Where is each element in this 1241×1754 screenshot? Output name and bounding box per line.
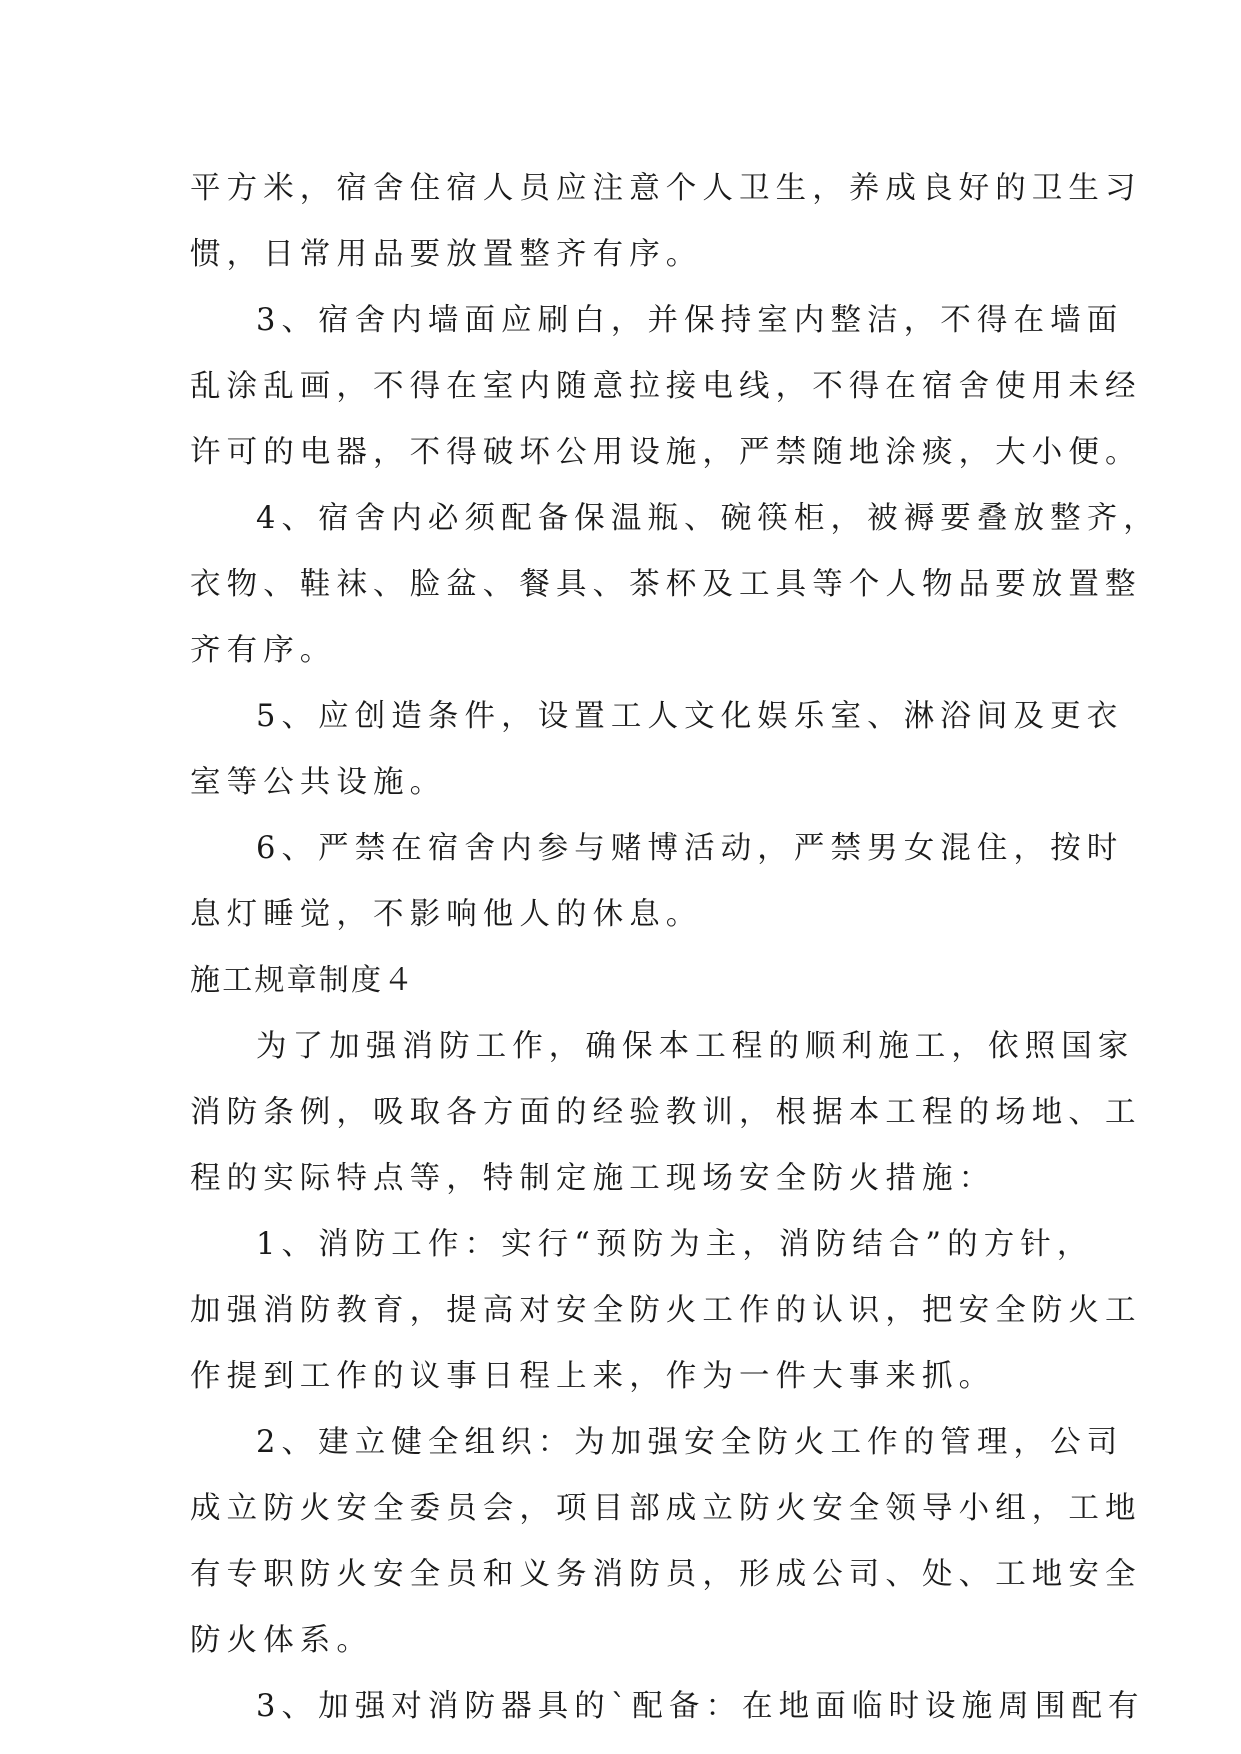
text-line: 消防条例，吸取各方面的经验教训，根据本工程的场地、工 — [190, 1095, 1142, 1130]
paragraph-start: 为了加强消防工作，确保本工程的顺利施工，依照国家 — [256, 1029, 1135, 1064]
paragraph-start: 3、加强对消防器具的`配备：在地面临时设施周围配有 — [256, 1689, 1145, 1724]
text-line: 乱涂乱画，不得在室内随意拉接电线，不得在宿舍使用未经 — [190, 369, 1142, 404]
text-line: 惯，日常用品要放置整齐有序。 — [190, 237, 703, 272]
text-line: 有专职防火安全员和义务消防员，形成公司、处、工地安全 — [190, 1557, 1142, 1592]
text-line: 加强消防教育，提高对安全防火工作的认识，把安全防火工 — [190, 1293, 1142, 1328]
text-line: 室等公共设施。 — [190, 765, 447, 800]
paragraph-start: 4、宿舍内必须配备保温瓶、碗筷柜，被褥要叠放整齐， — [256, 501, 1160, 536]
section-heading: 施工规章制度４ — [190, 963, 416, 998]
text-line: 作提到工作的议事日程上来，作为一件大事来抓。 — [190, 1359, 996, 1394]
text-line: 成立防火安全委员会，项目部成立防火安全领导小组，工地 — [190, 1491, 1142, 1526]
paragraph-start: 2、建立健全组织：为加强安全防火工作的管理，公司 — [256, 1425, 1124, 1460]
document-body — [190, 156, 1160, 1740]
paragraph-start: 5、应创造条件，设置工人文化娱乐室、淋浴间及更衣 — [256, 699, 1124, 734]
paragraph-start: 3、宿舍内墙面应刷白，并保持室内整洁，不得在墙面 — [256, 303, 1124, 338]
paragraph-start: 6、严禁在宿舍内参与赌博活动，严禁男女混住，按时 — [256, 831, 1124, 866]
text-line: 平方米，宿舍住宿人员应注意个人卫生，养成良好的卫生习 — [190, 171, 1142, 206]
text-line: 防火体系。 — [190, 1623, 373, 1658]
text-line: 程的实际特点等，特制定施工现场安全防火措施： — [190, 1161, 996, 1196]
paragraph-start: 1、消防工作：实行“预防为主，消防结合”的方针， — [256, 1227, 1094, 1262]
text-line: 息灯睡觉，不影响他人的休息。 — [190, 897, 703, 932]
text-line: 齐有序。 — [190, 633, 337, 668]
text-line: 许可的电器，不得破坏公用设施，严禁随地涂痰，大小便。 — [190, 435, 1142, 470]
text-line: 衣物、鞋袜、脸盆、餐具、茶杯及工具等个人物品要放置整 — [190, 567, 1142, 602]
